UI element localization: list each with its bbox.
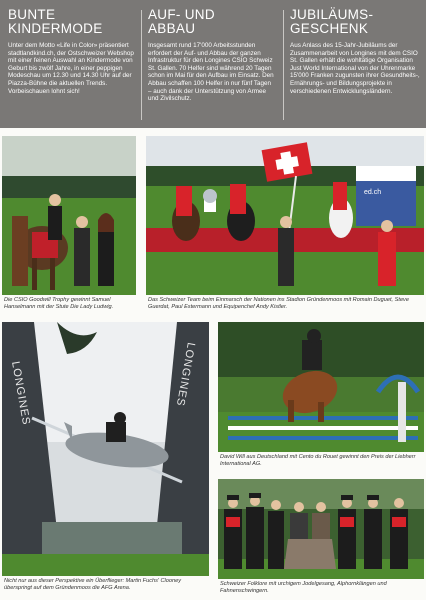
- caption-nations-cup-team: Das Schweizer Team beim Einmarsch der Nationen ins Stadion Gründenmoos mit Romain Duguet, Steve Guerdat, Paul Estermann und Equipenchef Andy Kistler.: [148, 297, 409, 310]
- photo-goodwill-trophy: [2, 136, 136, 295]
- caption-jump-perspective: Nicht nur aus dieser Perspektive ein Überflieger: Martin Fuchs' Clooney überspringt auf dem Gründenmoos die AFG Arena.: [4, 578, 182, 591]
- photo-nations-cup-team: [146, 136, 424, 295]
- header-band: [0, 0, 426, 128]
- column-body: Insgesamt rund 17'000 Arbeitsstunden erfordert der Auf- und Abbau der ganzen Infrastruktur für den Longines CSIO Schweiz St. Gallen. 70 Helfer sind während 20 Tagen schon im Mai für den Aufbau im Einsatz. Den Abbau schaffen 100 Helfer in nur fünf Tagen – auch dank der Unterstützung von Armee und Zivilschutz.: [148, 42, 274, 103]
- column-title: BUNTE KINDERMODE: [8, 7, 103, 36]
- longines-sign-right: LONGINES: [173, 341, 197, 408]
- sponsor-banner-text: ed.ch: [364, 189, 382, 196]
- photo-jump-perspective: [2, 322, 209, 576]
- caption-folklore: Schweizer Folklore mit urchigem Jodelgesang, Alphornklängen und Fahnenschwingern.: [220, 581, 387, 594]
- photo-liebherr-prize: [218, 322, 424, 452]
- column-title: JUBILÄUMS- GESCHENK: [290, 7, 374, 36]
- column-body: Unter dem Motto «Life in Color» präsentiert stadtlandkind.ch, der Ostschweizer Webshop mit einer feinen Auswahl an Kindermode von Geburt bis zwölf Jahre, in einer peppigen Modeschau um 12.30 und 14.30 Uhr auf der Piazza-Bühne die aktuellen Trends. Vorbeischauen lohnt sich!: [8, 42, 134, 95]
- column-jubilaeum: [290, 8, 420, 95]
- column-title: AUF- UND ABBAU: [148, 7, 215, 36]
- photo-folklore: [218, 479, 424, 579]
- column-body: Aus Anlass des 15-Jahr-Jubiläums der Zusammenarbeit von Longines mit dem CSIO St. Gallen erhält die wohltätige Organisation Just World International von der Uhrenmarke 15'000 Franken zugunsten ihrer Gesundheits-, Ernährungs- und Bildungsprojekte in verschiedenen Entwicklungsländern.: [290, 42, 420, 95]
- column-aufbau: [148, 8, 276, 103]
- column-divider: [283, 10, 284, 120]
- caption-liebherr-prize: David Will aus Deutschland mit Cento du Rouet gewinnt den Preis der Liebherr International AG.: [220, 454, 416, 467]
- longines-sign-left: LONGINES: [9, 360, 33, 427]
- caption-goodwill-trophy: Die CSIO Goodwill Trophy gewinnt Samuel Hanselmann mit der Stute Die Lady Ludwig.: [4, 297, 114, 310]
- column-kindermode: [8, 8, 134, 95]
- column-divider: [141, 10, 142, 120]
